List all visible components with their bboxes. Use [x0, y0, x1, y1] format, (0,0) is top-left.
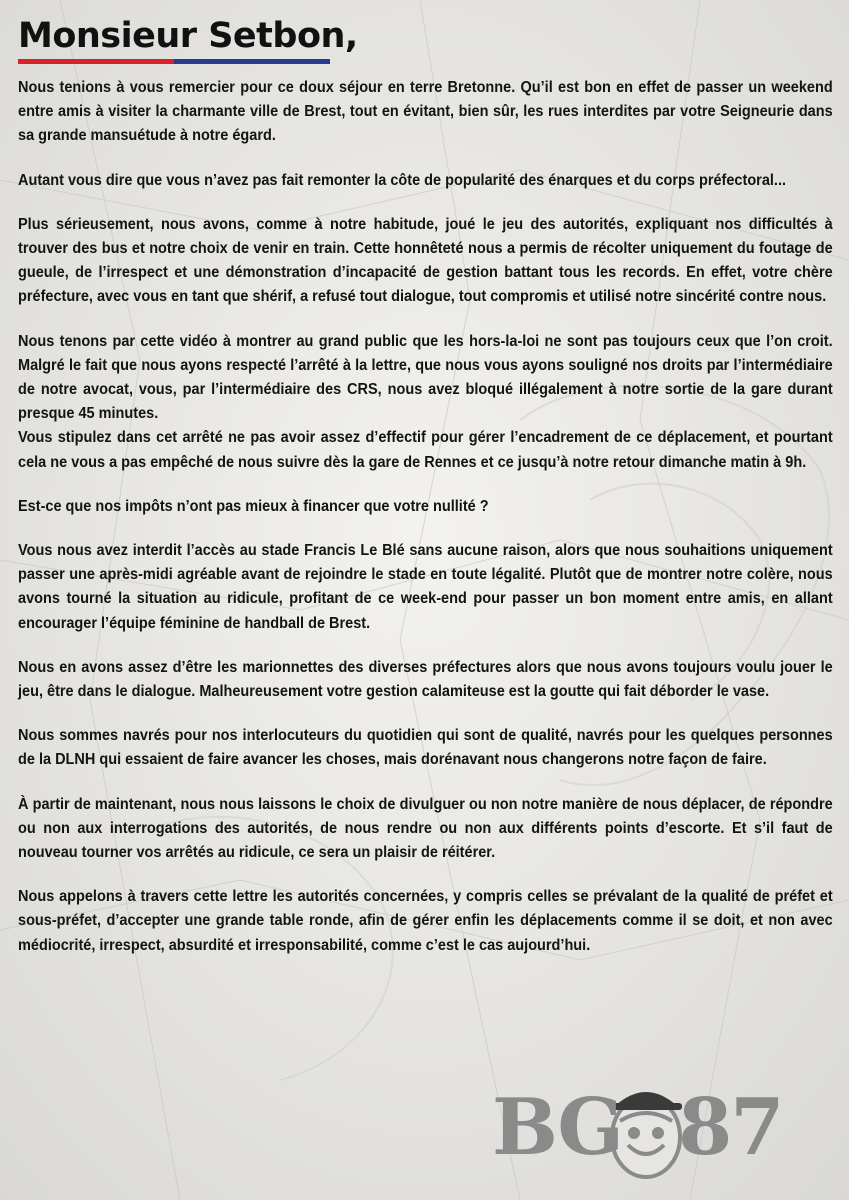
stamp-letters: BG — [492, 1082, 622, 1173]
letter-body — [18, 76, 833, 978]
tricolor-underline — [18, 59, 330, 64]
letter-paragraph: Nous sommes navrés pour nos interlocuteurs du quotidien qui sont de qualité, navrés pour les quelques personnes de la DLNH qui essaient de faire avancer les choses, mais dorénavant nous changerons notre façon de faire. — [18, 727, 833, 769]
underline-blue-segment — [174, 59, 330, 64]
letter-paragraph: Plus sérieusement, nous avons, comme à notre habitude, joué le jeu des autorités, expliquant nos difficultés à trouver des bus et notre choix de venir en train. Cette honnêteté nous a permis de récolter uniquement du foutage de gueule, de l’irrespect et une démonstration d’incapacité de gestion battant tous les records. En effet, votre chère préfecture, avec vous en tant que shérif, a refusé tout dialogue, tout compromis et utilisé notre sincérité contre nous. — [18, 215, 833, 306]
letter-paragraph: Nous tenons par cette vidéo à montrer au grand public que les hors-la-loi ne sont pas toujours ceux que l’on croit. Malgré le fait que nous ayons respecté l’arrêté à la lettre, que nous vous ayons souligné nos droits par l’intermédiaire de notre avocat, vous, par l’intermédiaire des CRS, nous avez bloqué illégalement à notre sortie de la gare durant presque 45 minutes. — [18, 332, 833, 423]
letter-paragraph: Vous stipulez dans cet arrêté ne pas avoir assez d’effectif pour gérer l’encadrement de ce déplacement, et pourtant cela ne vous a pas empêché de nous suivre dès la gare de Rennes et ce jusqu’à notre retour dimanche matin à 9h. — [18, 429, 833, 471]
letter-paragraph: Autant vous dire que vous n’avez pas fait remonter la côte de popularité des énarques et du corps préfectoral... — [18, 171, 787, 189]
underline-red-segment — [18, 59, 174, 64]
letter-paragraph: Nous appelons à travers cette lettre les autorités concernées, y compris celles se prévalant de la qualité de préfet et sous-préfet, d’accepter une grande table ronde, afin de gérer enfin les déplacements comme il se doit, et non avec médiocrité, irrespect, absurdité et irresponsabilité, comme c’est le cas aujourd’hui. — [18, 888, 833, 954]
letter-paragraph: Nous en avons assez d’être les marionnettes des diverses préfectures alors que nous avons toujours voulu jouer le jeu, être dans le dialogue. Malheureusement votre gestion calamiteuse est la goutte qui fait déborder le vase. — [18, 658, 833, 701]
letter-paragraph: À partir de maintenant, nous nous laissons le choix de divulguer ou non notre manière de nous déplacer, de répondre ou non aux interrogations des autorités, de nous rendre ou non aux différents points d’escorte. Et s’il faut de nouveau tourner vos arrêtés au ridicule, ce sera un plaisir de réitérer. — [18, 795, 833, 862]
letter-paragraph: Nous tenions à vous remercier pour ce doux séjour en terre Bretonne. Qu’il est bon en effet de passer un weekend entre amis à visiter la charmante ville de Brest, tout en évitant, bien sûr, les rues interdites par votre Seigneurie dans sa grande mansuétude à notre égard. — [18, 79, 833, 145]
letter-paragraph: Vous nous avez interdit l’accès au stade Francis Le Blé sans aucune raison, alors que nous souhaitions uniquement passer une après-midi agréable avant de rejoindre le stade en toute légalité. Plutôt que de montrer notre colère, nous avons tourné la situation au ridicule, profitant de ce week-end pour passer un bon moment entre amis, en allant encourager l’équipe féminine de handball de Brest. — [18, 542, 833, 632]
stamp-number: 87 — [678, 1082, 783, 1173]
letter-salutation: Monsieur Setbon, — [18, 16, 358, 56]
letter-paragraph: Est-ce que nos impôts n’ont pas mieux à financer que votre nullité ? — [18, 497, 489, 515]
